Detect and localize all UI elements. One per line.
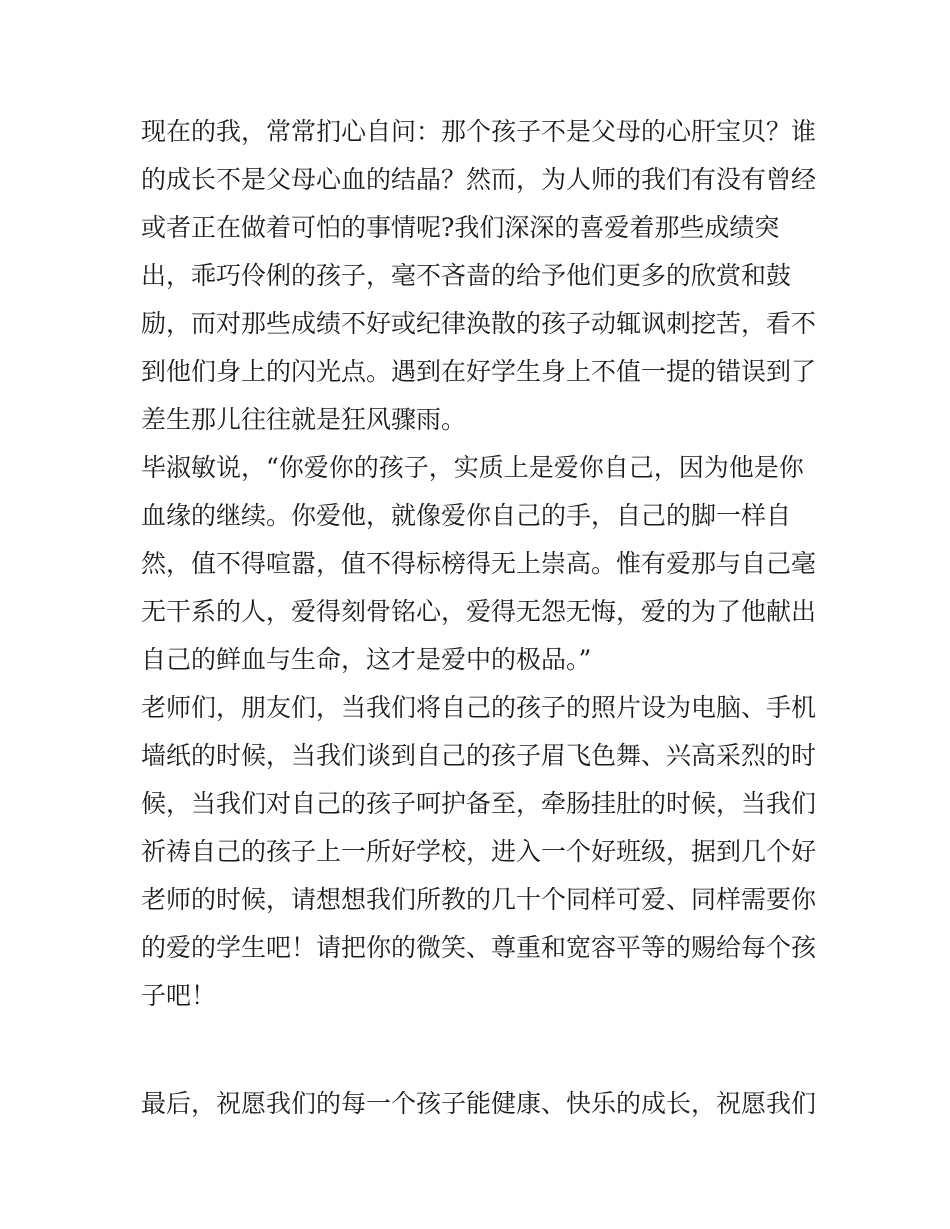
text-line: 候，当我们对自己的孩子呵护备至，牵肠挂肚的时候，当我们 — [141, 789, 817, 818]
text-line: 或者正在做着可怕的事情呢?我们深深的喜爱着那些成绩突 — [141, 213, 780, 242]
text-line: 子吧！ — [141, 981, 217, 1010]
text-line: 差生那儿往往就是狂风骤雨。 — [141, 405, 467, 434]
paragraph-spacer — [141, 1020, 821, 1080]
paragraph-closing — [141, 1080, 821, 1128]
text-line: 最后，祝愿我们的每一个孩子能健康、快乐的成长，祝愿我们 — [141, 1089, 817, 1118]
text-line: 自己的鲜血与生命，这才是爱中的极品。” — [141, 645, 592, 674]
text-line: 励，而对那些成绩不好或纪律涣散的孩子动辄讽刺挖苦，看不 — [141, 309, 817, 338]
text-line: 现在的我，常常扪心自问：那个孩子不是父母的心肝宝贝？谁 — [141, 117, 817, 146]
text-line: 毕淑敏说，“你爱你的孩子，实质上是爱你自己，因为他是你 — [141, 453, 804, 482]
paragraph-quote — [141, 444, 821, 684]
text-line: 墙纸的时候，当我们谈到自己的孩子眉飞色舞、兴高采烈的时 — [141, 741, 817, 770]
text-line: 的爱的学生吧！请把你的微笑、尊重和宽容平等的赐给每个孩 — [141, 933, 817, 962]
text-line: 出，乖巧伶俐的孩子，毫不吝啬的给予他们更多的欣赏和鼓 — [141, 261, 792, 290]
text-line: 祈祷自己的孩子上一所好学校，进入一个好班级，据到几个好 — [141, 837, 817, 866]
text-line: 无干系的人，爱得刻骨铭心，爱得无怨无悔，爱的为了他献出 — [141, 597, 817, 626]
text-line: 然，值不得喧嚣，值不得标榜得无上崇高。惟有爱那与自己毫 — [141, 549, 817, 578]
document-body — [141, 108, 821, 1128]
paragraph-reflection — [141, 108, 821, 444]
text-line: 老师的时候，请想想我们所教的几十个同样可爱、同样需要你 — [141, 885, 817, 914]
text-line: 老师们，朋友们，当我们将自己的孩子的照片设为电脑、手机 — [141, 693, 817, 722]
text-line: 血缘的继续。你爱他，就像爱你自己的手，自己的脚一样自 — [141, 501, 792, 530]
paragraph-appeal — [141, 684, 821, 1020]
text-line: 到他们身上的闪光点。遇到在好学生身上不值一提的错误到了 — [141, 357, 817, 386]
text-line: 的成长不是父母心血的结晶？然而，为人师的我们有没有曾经 — [141, 165, 817, 194]
